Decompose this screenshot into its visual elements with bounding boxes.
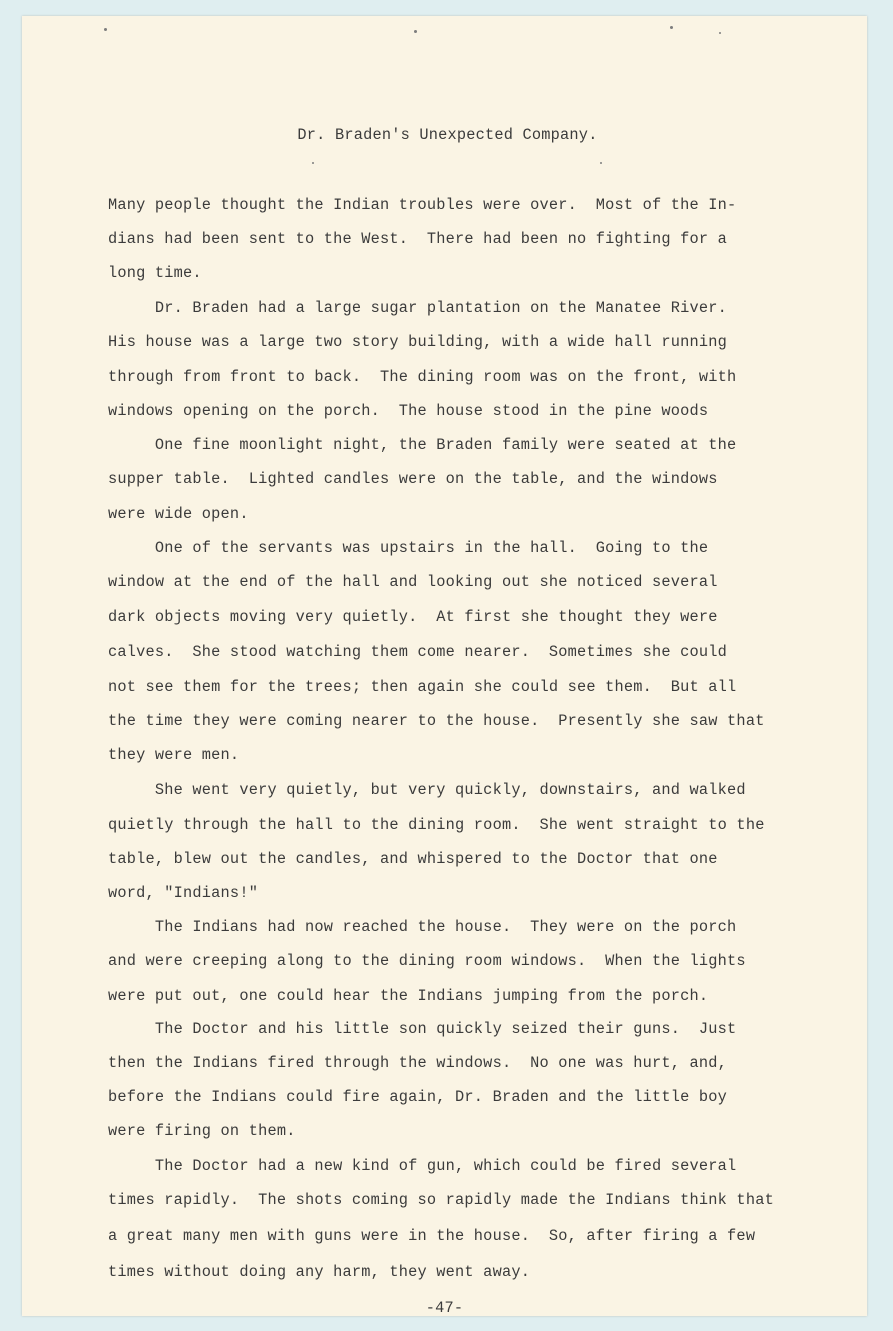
page-number: -47- — [425, 1299, 464, 1317]
text-line: not see them for the trees; then again she could see them. But all — [108, 678, 737, 696]
text-line: they were men. — [108, 746, 240, 764]
paper-speck — [600, 162, 602, 164]
text-line: calves. She stood watching them come nearer. Sometimes she could — [108, 643, 728, 661]
paper-speck — [414, 30, 417, 33]
text-line: a great many men with guns were in the house. So, after firing a few — [108, 1227, 756, 1245]
text-line: the time they were coming nearer to the house. Presently she saw that — [108, 712, 765, 730]
text-line: and were creeping along to the dining room windows. When the lights — [108, 952, 746, 970]
text-line: were put out, one could hear the Indians jumping from the porch. — [108, 987, 709, 1005]
text-line: table, blew out the candles, and whispered to the Doctor that one — [108, 850, 718, 868]
paper-speck — [719, 32, 721, 34]
text-line: quietly through the hall to the dining room. She went straight to the — [108, 816, 765, 834]
typewritten-page — [22, 16, 867, 1316]
text-line: windows opening on the porch. The house stood in the pine woods — [108, 402, 709, 420]
text-line: supper table. Lighted candles were on the table, and the windows — [108, 470, 718, 488]
document-title: Dr. Braden's Unexpected Company. — [297, 126, 598, 144]
text-line: dark objects moving very quietly. At first she thought they were — [108, 608, 718, 626]
text-line: times without doing any harm, they went away. — [108, 1263, 531, 1281]
text-line: dians had been sent to the West. There had been no fighting for a — [108, 230, 728, 248]
text-line: She went very quietly, but very quickly, downstairs, and walked — [108, 781, 746, 799]
text-line: One of the servants was upstairs in the hall. Going to the — [108, 539, 709, 557]
text-line: window at the end of the hall and looking out she noticed several — [108, 573, 718, 591]
text-line: before the Indians could fire again, Dr. Braden and the little boy — [108, 1088, 728, 1106]
text-line: The Indians had now reached the house. They were on the porch — [108, 918, 737, 936]
text-line: The Doctor had a new kind of gun, which could be fired several — [108, 1157, 737, 1175]
text-line: Dr. Braden had a large sugar plantation on the Manatee River. — [108, 299, 728, 317]
text-line: One fine moonlight night, the Braden family were seated at the — [108, 436, 737, 454]
text-line: word, "Indians!" — [108, 884, 259, 902]
paper-speck — [104, 28, 107, 31]
text-line: were firing on them. — [108, 1122, 296, 1140]
text-line: Many people thought the Indian troubles were over. Most of the In- — [108, 196, 737, 214]
text-line: His house was a large two story building, with a wide hall running — [108, 333, 728, 351]
text-line: The Doctor and his little son quickly seized their guns. Just — [108, 1020, 737, 1038]
paper-speck — [670, 26, 673, 29]
text-line: then the Indians fired through the windows. No one was hurt, and, — [108, 1054, 728, 1072]
text-line: were wide open. — [108, 505, 249, 523]
paper-speck — [312, 162, 314, 164]
text-line: times rapidly. The shots coming so rapidly made the Indians think that — [108, 1191, 774, 1209]
text-line: long time. — [108, 264, 202, 282]
text-line: through from front to back. The dining room was on the front, with — [108, 368, 737, 386]
